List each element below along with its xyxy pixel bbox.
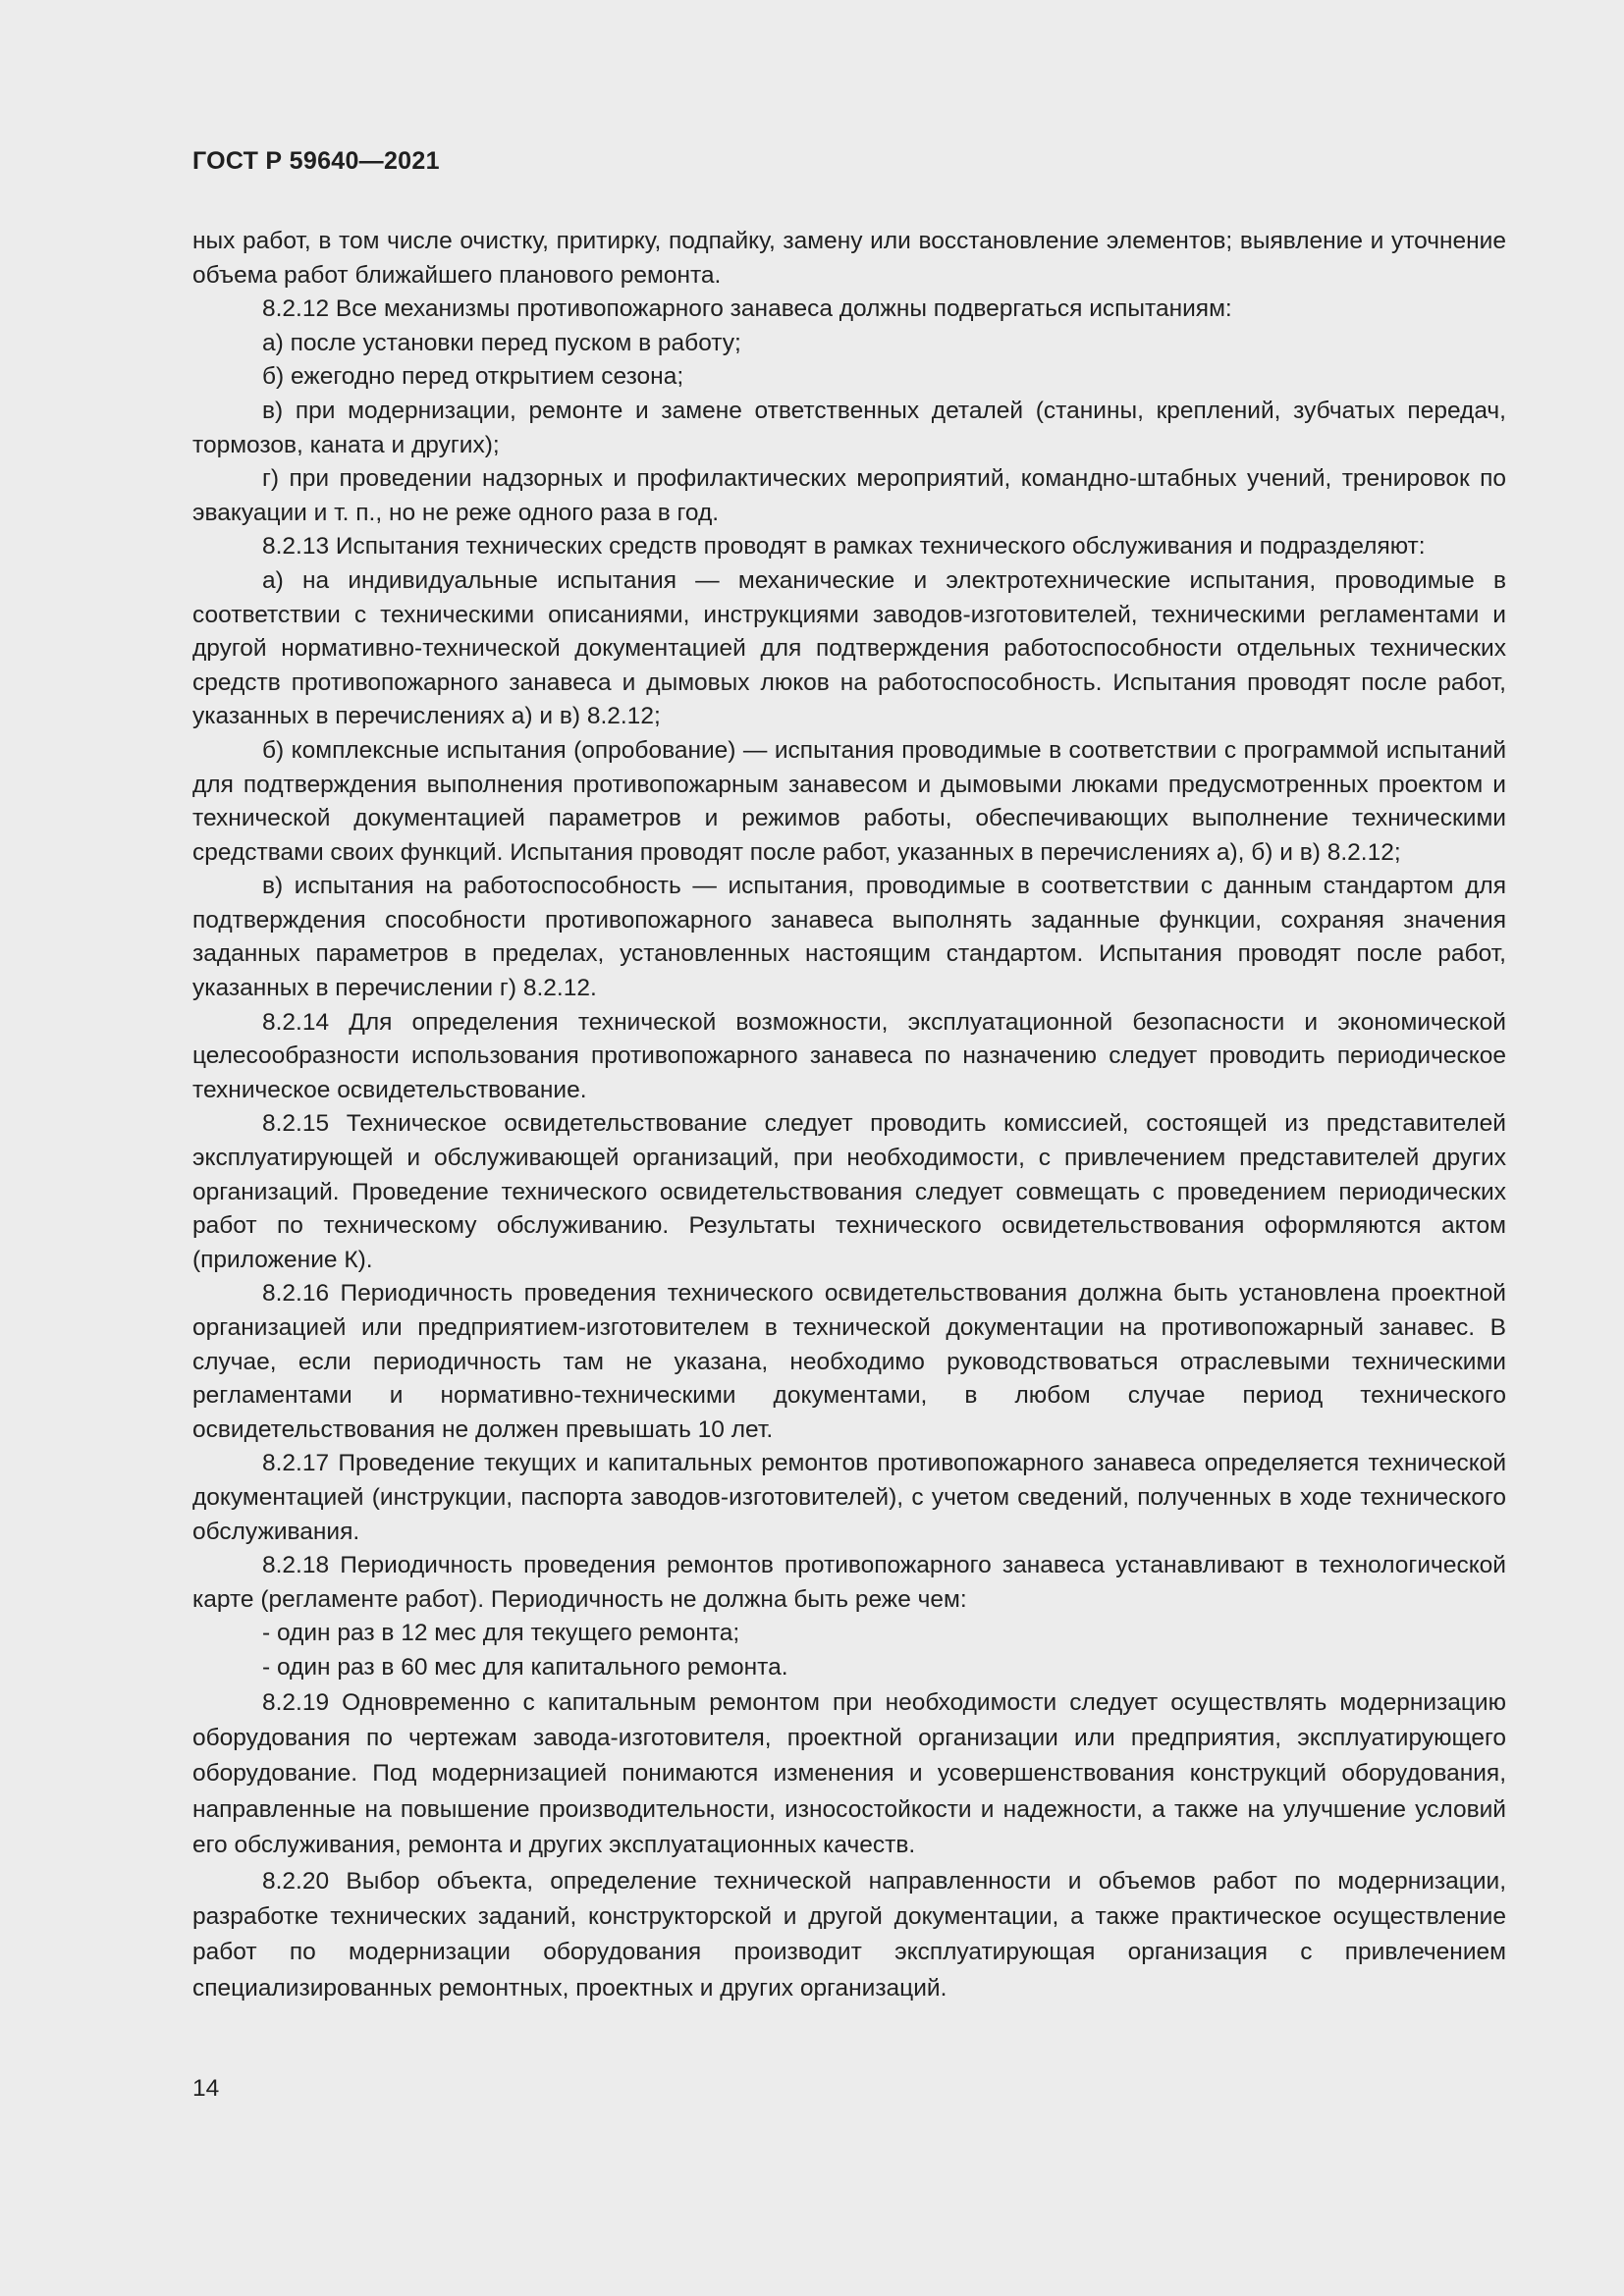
list-item-g: г) при проведении надзорных и профилактических мероприятий, командно-штабных учений, тренировок по эвакуации и т. п., но не реже одного раза в год. — [192, 465, 1506, 526]
body-text — [192, 225, 1506, 2006]
paragraph-8-2-12: 8.2.12 Все механизмы противопожарного занавеса должны подвергаться испытаниям: — [262, 295, 1232, 323]
dash-item-current-repair: - один раз в 12 мес для текущего ремонта; — [262, 1620, 740, 1647]
paragraph-8-2-20: 8.2.20 Выбор объекта, определение технической направленности и объемов работ по модернизации, разработке технических заданий, конструкторской и другой документации, а также практическое осуществление работ по модернизации оборудования производит эксплуатирующая организация с привлечением специализированных ремонтных, проектных и других организаций. — [192, 1867, 1506, 2002]
paragraph-8-2-17: 8.2.17 Проведение текущих и капитальных ремонтов противопожарного занавеса определяется технической документацией (инструкции, паспорта заводов-изготовителей), с учетом сведений, полученных в ходе технического обслуживания. — [192, 1450, 1506, 1545]
paragraph-continuation: ных работ, в том числе очистку, притирку, подпайку, замену или восстановление элементов; выявление и уточнение объема работ ближайшего планового ремонта. — [192, 228, 1506, 289]
list-item-a: а) после установки перед пуском в работу; — [262, 329, 741, 356]
paragraph-8-2-15: 8.2.15 Техническое освидетельствование следует проводить комиссией, состоящей из представителей эксплуатирующей и обслуживающей организаций, при необходимости, с привлечением представителей других организаций. Проведение технического освидетельствования следует совмещать с проведением периодических работ по техническому обслуживанию. Результаты технического освидетельствования оформляются актом (приложение К). — [192, 1110, 1506, 1273]
paragraph-8-2-18: 8.2.18 Периодичность проведения ремонтов противопожарного занавеса устанавливают в технологической карте (регламенте работ). Периодичность не должна быть реже чем: — [192, 1552, 1506, 1613]
paragraph-8-2-19: 8.2.19 Одновременно с капитальным ремонтом при необходимости следует осуществлять модернизацию оборудования по чертежам завода-изготовителя, проектной организации или предприятия, эксплуатирующего оборудование. Под модернизацией понимаются изменения и усовершенствования конструкций оборудования, направленные на повышение производительности, износостойкости и надежности, а также на улучшение условий его обслуживания, ремонта и других эксплуатационных качеств. — [192, 1688, 1506, 1859]
paragraph-8-2-13: 8.2.13 Испытания технических средств проводят в рамках технического обслуживания и подразделяют: — [262, 533, 1426, 561]
dash-item-capital-repair: - один раз в 60 мес для капитального ремонта. — [262, 1653, 788, 1681]
list-item-individual-tests: а) на индивидуальные испытания — механические и электротехнические испытания, проводимые в соответствии с техническими описаниями, инструкциями заводов-изготовителей, техническими регламентами и другой нормативно-технической документацией для подтверждения работоспособности отдельных технических средств противопожарного занавеса и дымовых люков на работоспособность. Испытания проводят после работ, указанных в перечислениях а) и в) 8.2.12; — [192, 566, 1506, 730]
paragraph-8-2-16: 8.2.16 Периодичность проведения технического освидетельствования должна быть установлена проектной организацией или предприятием-изготовителем в технической документации на противопожарный занавес. В случае, если периодичность там не указана, необходимо руководствоваться отраслевыми техническими регламентами и нормативно-техническими документами, в любом случае период технического освидетельствования не должен превышать 10 лет. — [192, 1280, 1506, 1443]
list-item-complex-tests: б) комплексные испытания (опробование) — испытания проводимые в соответствии с программой испытаний для подтверждения выполнения противопожарным занавесом и дымовыми люками предусмотренных проектом и технической документацией параметров и режимов работы, обеспечивающих выполнение техническими средствами своих функций. Испытания проводят после работ, указанных в перечислениях а), б) и в) 8.2.12; — [192, 736, 1506, 866]
document-code-header: ГОСТ Р 59640—2021 — [192, 147, 440, 175]
list-item-operability-tests: в) испытания на работоспособность — испытания, проводимые в соответствии с данным стандартом для подтверждения способности противопожарного занавеса выполнять заданные функции, сохраняя значения заданных параметров в пределах, установленных настоящим стандартом. Испытания проводят после работ, указанных в перечислении г) 8.2.12. — [192, 873, 1506, 1002]
paragraph-8-2-14: 8.2.14 Для определения технической возможности, эксплуатационной безопасности и экономической целесообразности использования противопожарного занавеса по назначению следует проводить периодическое техническое освидетельствование. — [192, 1008, 1506, 1103]
list-item-b: б) ежегодно перед открытием сезона; — [262, 363, 684, 391]
list-item-v: в) при модернизации, ремонте и замене ответственных деталей (станины, креплений, зубчатых передач, тормозов, каната и других); — [192, 397, 1506, 458]
page-number: 14 — [192, 2075, 220, 2102]
